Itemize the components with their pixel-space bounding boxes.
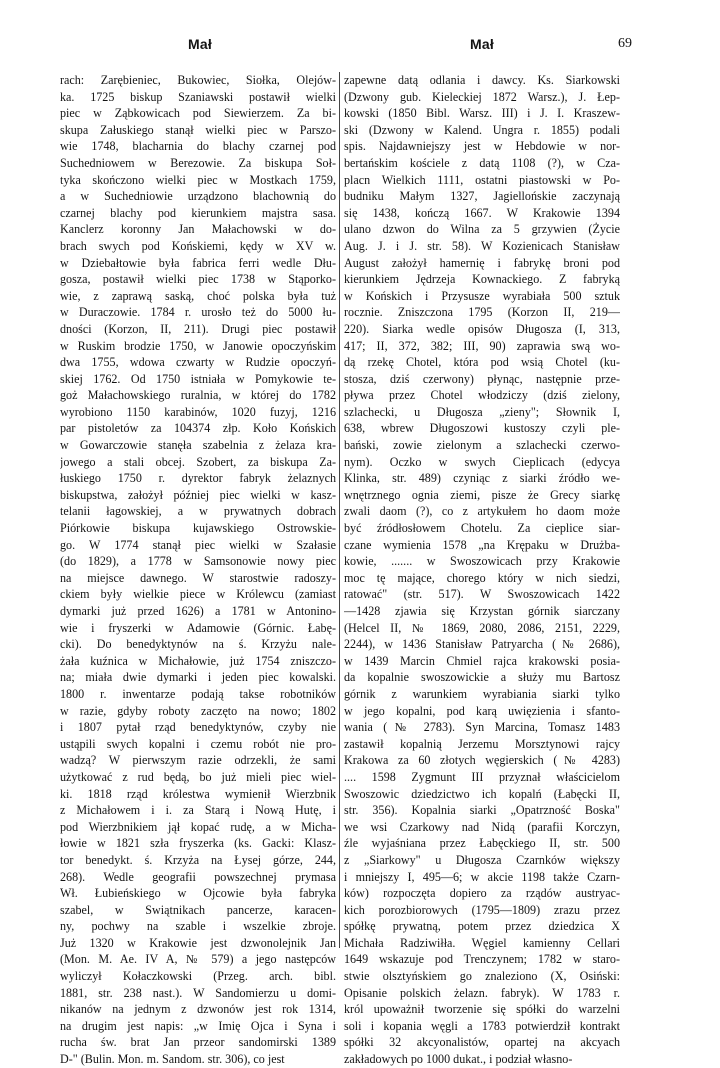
running-head-left: Mał — [188, 36, 212, 52]
text-line: wie i fryszerki w Adamowie (Górnic. Łabę- — [60, 620, 336, 635]
text-line: spółkę prywatną, potem przez dziedzica X — [344, 919, 620, 934]
page-number: 69 — [618, 36, 632, 51]
text-line: skupa Załuskiego stanął wielki piec w Parszo- — [60, 122, 336, 137]
text-line: wadzą? W pierwszym razie odrzekli, że sami — [60, 753, 336, 768]
text-line: gosza, postawił wielki piec 1738 w Stąporko- — [60, 272, 336, 287]
text-line: Aug. J. i J. str. 58). W Kozienicach Stanisław — [344, 238, 620, 253]
text-line: 268). Wedle geografii powszechnej prymasa — [60, 869, 336, 884]
text-line: czarnej blachy pod kierunkiem majstra sasa. — [60, 205, 336, 220]
text-line: wania (№ 2783). Syn Marcina, Tomasz 1483 — [344, 720, 620, 735]
text-line: Wł. Łubieńskiego w Ojcowie była fabryka — [60, 886, 336, 901]
text-line: goż Małachowskiego ruralnia, w której do 1782 — [60, 388, 336, 403]
text-line: i 1807 pytał rząd benedyktynów, czyby nie — [60, 720, 336, 735]
text-line: cki). Do benedyktynów na ś. Krzyżu nale- — [60, 637, 336, 652]
text-line: budniku Małym 1327, Jagiellońskie zaczynają — [344, 189, 620, 204]
text-line: nym). Oczko w swych Cieplicach (edycya — [344, 454, 620, 469]
text-line: 2244), w 1436 Stanisław Patryarcha (№ 2686), — [344, 637, 620, 652]
text-line: na drugim jest napis: „w Imię Ojca i Syna i — [60, 1018, 336, 1033]
text-line: rocznie. Zniszczona 1795 (Korzon II, 219— — [344, 305, 620, 320]
text-line: wyrobiono 1150 karabinów, 1020 fuzyj, 1216 — [60, 404, 336, 419]
text-line: zastawił kopalnią Jerzemu Morsztynowi rajcy — [344, 736, 620, 751]
text-line: 1800 r. inwentarze podają takse robotników — [60, 686, 336, 701]
text-line: ki. 1818 rząd królestwa wymienił Wierzbnik — [60, 786, 336, 801]
text-line: August założył hamernię i fabrykę broni pod — [344, 255, 620, 270]
page-header — [60, 36, 630, 56]
text-line: .... 1598 Zygmunt III przyznał właścicielom — [344, 769, 620, 784]
text-line: Michała Radziwiłła. Węgiel kamienny Cellari — [344, 935, 620, 950]
text-line: stosza, dziś czerwony) płynąc, następnie prze- — [344, 371, 620, 386]
text-line: górnik z warunkiem wyrabiania siarki tylko — [344, 686, 620, 701]
text-line: kowski (1850 Bibl. Warsz. III) i J. I. Kraszew- — [344, 106, 620, 121]
text-line: pod Wierzbnikiem jął kopać rudę, a w Micha- — [60, 819, 336, 834]
text-line: dą rzekę Chotel, która pod wsią Chotel (ku- — [344, 355, 620, 370]
text-line: moc tę mające, chorego który w nich siedzi, — [344, 570, 620, 585]
text-line: w Dziebałtowie była fabrica ferri wedle Dłu- — [60, 255, 336, 270]
text-line: w jego kopalni, pod karą uwięzienia i sfanto- — [344, 703, 620, 718]
text-line: da kopalnie swoszowickie a służy mu Bartosz — [344, 670, 620, 685]
text-line: w 1439 Marcin Chmiel rajca krakowski posia- — [344, 653, 620, 668]
text-line: żała kuźnica w Michałowie, już 1754 zniszczo- — [60, 653, 336, 668]
text-line: placn Wielkich 1111, ostatni piastowski w Po- — [344, 172, 620, 187]
text-line: 1881, str. 238 nast.). W Sandomierzu u domi- — [60, 985, 336, 1000]
text-line: Opisanie polskich żelazn. fabryk). W 1783 r. — [344, 985, 620, 1000]
text-line: łuskiego 1750 r. dyrektor fabryk żelaznych — [60, 471, 336, 486]
text-line: dwa 1755, wdowa czwarty w Rudzie opoczyń- — [60, 355, 336, 370]
text-line: (Dzwony gub. Kieleckiej 1872 Warsz.), J. Łep- — [344, 89, 620, 104]
text-line: piec w Ząbkowicach pod Siewierzem. Za bi- — [60, 106, 336, 121]
text-line: str. 356). Kopalnia siarki „Opatrzność Boska" — [344, 803, 620, 818]
text-line: ny, pochwy na szable i wszelkie zbroje. — [60, 919, 336, 934]
text-line: Swoszowic dziedzictwo ich kopalń (Łabęcki II, — [344, 786, 620, 801]
running-head-right: Mał — [470, 36, 494, 52]
text-line: 417; II, 372, 382; III, 90) zaprawia swą wo- — [344, 338, 620, 353]
text-line: ków) rozpoczęta dopiero za rządów austryac- — [344, 886, 620, 901]
text-line: spółki 32 akcyonalistów, opartej na akcyach — [344, 1035, 620, 1050]
text-line: pływa przez Chotel włodziczy (dziś zielony, — [344, 388, 620, 403]
text-line: tyka skończono wielki piec w Mostkach 1759, — [60, 172, 336, 187]
text-line: z Michałowem i i. za Starą i Nową Hutę, i — [60, 803, 336, 818]
text-line: ski (Dzwony w Kalend. Ungra r. 1855) podali — [344, 122, 620, 137]
text-line: (do 1829), a 1778 w Samsonowie nowy piec — [60, 554, 336, 569]
text-line: brach swych pod Końskiemi, kędy w XV w. — [60, 238, 336, 253]
text-line: dymarki już przed 1626) a 1781 w Antonino- — [60, 604, 336, 618]
text-line: czane wymienia 1578 „na Krępaku w Drużba- — [344, 537, 620, 552]
text-line: wyliczył Kołaczkowski (Przeg. arch. bibl. — [60, 969, 336, 984]
text-line: wie, z zaprawą saską, choć polska była tuż — [60, 288, 336, 303]
text-line: (Mon. M. Ae. IV A, № 579) a jego następców — [60, 952, 336, 967]
text-line: 1649 wskazuje pod Trenczynem; 1782 w staro- — [344, 952, 620, 967]
text-line: szlachecki, u Długosza „zieny"; Słownik I, — [344, 404, 620, 419]
text-line: we wsi Czarkowy nad Nidą (parafii Korczyn, — [344, 819, 620, 834]
text-line: zwali daom (?), co z artykułem ho daom może — [344, 504, 620, 519]
text-line: telanii łagowskiej, a w prywatnych dobrach — [60, 504, 336, 519]
text-line: tor benedykt. ś. Krzyża na Łysej górze, 244, — [60, 852, 336, 867]
text-line: kierunkiem Jędrzeja Kownackiego. Z fabryką — [344, 272, 620, 287]
text-line: i mniejszy I, 495—6; w akcie 1198 także Czarn- — [344, 869, 620, 884]
text-line: go. W 1774 stanął piec wielki w Szałasie — [60, 537, 336, 552]
text-line: par pistoletów za 104374 złp. Koło Końskich — [60, 421, 336, 436]
text-line: w Duraczowie. 1784 r. urosło też do 5000 łu- — [60, 305, 336, 320]
text-line: (Helcel II, № 1869, 2080, 2086, 2151, 2229, — [344, 620, 620, 635]
text-line: ka. 1725 biskup Szaniawski postawił wielki — [60, 89, 336, 104]
text-line: a w Suchedniowie urządzono blachownią do — [60, 189, 336, 204]
text-line: ustąpili swych kopalni i czemu robót nie pro- — [60, 736, 336, 751]
text-line: biskupstwa, założył później piec wielki w kasz- — [60, 487, 336, 502]
text-line: Kanclerz koronny Jan Małachowski w do- — [60, 222, 336, 237]
text-line: ulano dzwon do Wilna za 5 grzywien (Życie — [344, 222, 620, 237]
text-line: skiej 1762. Od 1750 istniała w Pomykowie te- — [60, 371, 336, 386]
text-line: Już 1320 w Krakowie jest dzwonolejnik Jan — [60, 935, 336, 950]
text-line: stwie olsztyńskiem go znaleziono (X, Osiński: — [344, 969, 620, 984]
text-line: w Końskich i Przysusze wyrabiała 500 sztuk — [344, 288, 620, 303]
text-line: łowie w 1821 szła fryszerka (ks. Gacki: Klasz- — [60, 836, 336, 851]
text-line: w razie, gdyby roboty zaczęto na nowo; 1802 — [60, 703, 336, 718]
text-line: rucha św. brat Jan przeor sandomirski 1389 — [60, 1035, 336, 1050]
text-line: —1428 zjawia się Krzystan górnik siarczany — [344, 604, 620, 618]
text-line: na; miała dwie dymarki i jeden piec kowalski. — [60, 670, 336, 685]
text-line: Piórkowie biskupa kujawskiego Ostrowskie- — [60, 521, 336, 536]
text-line: wnętrznego ognia ziemi, pisze że Grecy siarkę — [344, 487, 620, 502]
text-line: szabel, w Swiątnikach pancerze, karacen- — [60, 902, 336, 917]
text-line: być źródłosłowem Chotelu. Za cieplice siar- — [344, 521, 620, 536]
text-line: kowie, ....... w Swoszowicach przy Krakowie — [344, 554, 620, 569]
text-line: 638, wbrew Długoszowi kustoszy czyli ple- — [344, 421, 620, 436]
text-line: nikanów na jednym z dzwonów jest rok 1314, — [60, 1002, 336, 1017]
text-line: Suchedniowem w Berezowie. Za biskupa Soł- — [60, 155, 336, 170]
text-line: 220). Siarka wedle opisów Długosza (I, 313, — [344, 321, 620, 336]
text-line: z „Siarkowy" u Długosza Czarnków większy — [344, 852, 620, 867]
text-line: na miejsce dawnego. W starostwie radoszy- — [60, 570, 336, 585]
text-line: ratować" (str. 517). W Swoszowicach 1422 — [344, 587, 620, 602]
text-line: źle wyjaśniana przez Łabęckiego II, str. 500 — [344, 836, 620, 851]
text-line: w Ruskim brodzie 1750, w Janowie opoczyńskim — [60, 338, 336, 353]
text-line: bertańskim kościele z datą 1108 (?), w Cza- — [344, 155, 620, 170]
text-line: kich porozbiorowych (1795—1809) zrazu przez — [344, 902, 620, 917]
right-text-column — [344, 72, 620, 1068]
text-line: ckiem były wielkie piece w Królewcu (zamiast — [60, 587, 336, 602]
text-line: król upoważnił tworzenie się spółki do warzelni — [344, 1002, 620, 1017]
text-line: zapewne datą odlania i dawcy. Ks. Siarkowski — [344, 73, 620, 87]
text-line: użytkować z rud będą, bo już mieli piec wiel- — [60, 769, 336, 784]
text-line: zakładowych po 1000 dukat., i podział własno- — [344, 1052, 573, 1067]
text-line: Klinka, str. 489) czyniąc z siarki źródło we- — [344, 471, 620, 486]
text-line: wie 1748, blacharnia do blachy czarnej pod — [60, 139, 336, 154]
text-line: bański, zowie zielonym a szlachecki czerwo- — [344, 438, 620, 453]
text-line: w Gowarczowie stanęła szabelnia z żelaza kra- — [60, 438, 336, 453]
text-line: spis. Najdawniejszy jest w Hebdowie w nor- — [344, 139, 620, 154]
text-line: D-" (Bulin. Mon. m. Sandom. str. 306), co jest — [60, 1052, 285, 1067]
column-divider — [339, 72, 340, 948]
text-line: się 1438, kończą 1667. W Krakowie 1394 — [344, 205, 620, 220]
text-line: dności (Korzon, II, 211). Drugi piec postawił — [60, 321, 336, 336]
text-line: Krakowa za 60 złotych węgierskich (№ 4283) — [344, 753, 620, 768]
text-line: rach: Zarębieniec, Bukowiec, Siołka, Olejów- — [60, 73, 336, 87]
text-line: soli i kopania węgli a 1783 potwierdził kontrakt — [344, 1018, 620, 1033]
text-line: jowego a stali obcej. Szobert, za biskupa Za- — [60, 454, 336, 469]
left-text-column — [60, 72, 336, 1068]
